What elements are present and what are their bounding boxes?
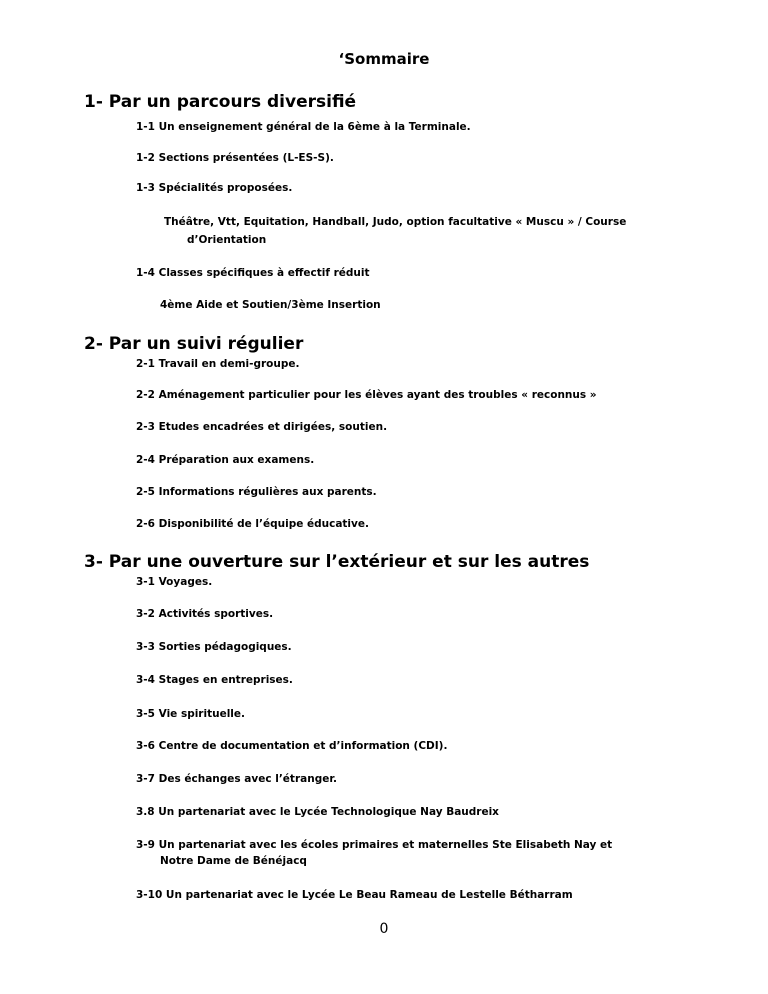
item-2-6: 2-6 Disponibilité de l’équipe éducative. [136, 518, 369, 530]
section-1-heading: 1- Par un parcours diversifié [84, 92, 357, 112]
item-3-6: 3-6 Centre de documentation et d’information (CDI). [136, 740, 448, 752]
item-3-8: 3.8 Un partenariat avec le Lycée Technologique Nay Baudreix [136, 806, 499, 818]
item-1-3: 1-3 Spécialités proposées. [136, 182, 293, 194]
section-2-heading: 2- Par un suivi régulier [84, 334, 304, 354]
item-3-9-line2: Notre Dame de Bénéjacq [160, 855, 307, 867]
page-number: 0 [379, 921, 389, 937]
item-3-10: 3-10 Un partenariat avec le Lycée Le Beau Rameau de Lestelle Bétharram [136, 889, 573, 901]
item-2-1: 2-1 Travail en demi-groupe. [136, 358, 300, 370]
item-1-3-detail-line1: Théâtre, Vtt, Equitation, Handball, Judo, option facultative « Muscu » / Course [164, 216, 627, 228]
item-2-3: 2-3 Etudes encadrées et dirigées, soutien. [136, 421, 388, 433]
item-3-5: 3-5 Vie spirituelle. [136, 708, 246, 720]
document-title: ‘Sommaire [338, 50, 430, 68]
item-2-5: 2-5 Informations régulières aux parents. [136, 486, 377, 498]
section-3-heading: 3- Par une ouverture sur l’extérieur et sur les autres [84, 552, 590, 572]
item-3-9: 3-9 Un partenariat avec les écoles primaires et maternelles Ste Elisabeth Nay et [136, 839, 613, 851]
item-2-4: 2-4 Préparation aux examens. [136, 454, 315, 466]
item-3-7: 3-7 Des échanges avec l’étranger. [136, 773, 337, 785]
item-3-3: 3-3 Sorties pédagogiques. [136, 641, 292, 653]
item-3-1: 3-1 Voyages. [136, 576, 213, 588]
item-2-2: 2-2 Aménagement particulier pour les élèves ayant des troubles « reconnus » [136, 389, 597, 401]
item-1-1: 1-1 Un enseignement général de la 6ème à la Terminale. [136, 121, 471, 133]
item-1-3-detail-line2: d’Orientation [187, 234, 267, 246]
item-1-2: 1-2 Sections présentées (L-ES-S). [136, 152, 334, 164]
item-1-4: 1-4 Classes spécifiques à effectif réduit [136, 267, 370, 279]
item-1-4-detail: 4ème Aide et Soutien/3ème Insertion [160, 299, 381, 311]
item-3-4: 3-4 Stages en entreprises. [136, 674, 293, 686]
item-3-2: 3-2 Activités sportives. [136, 608, 274, 620]
